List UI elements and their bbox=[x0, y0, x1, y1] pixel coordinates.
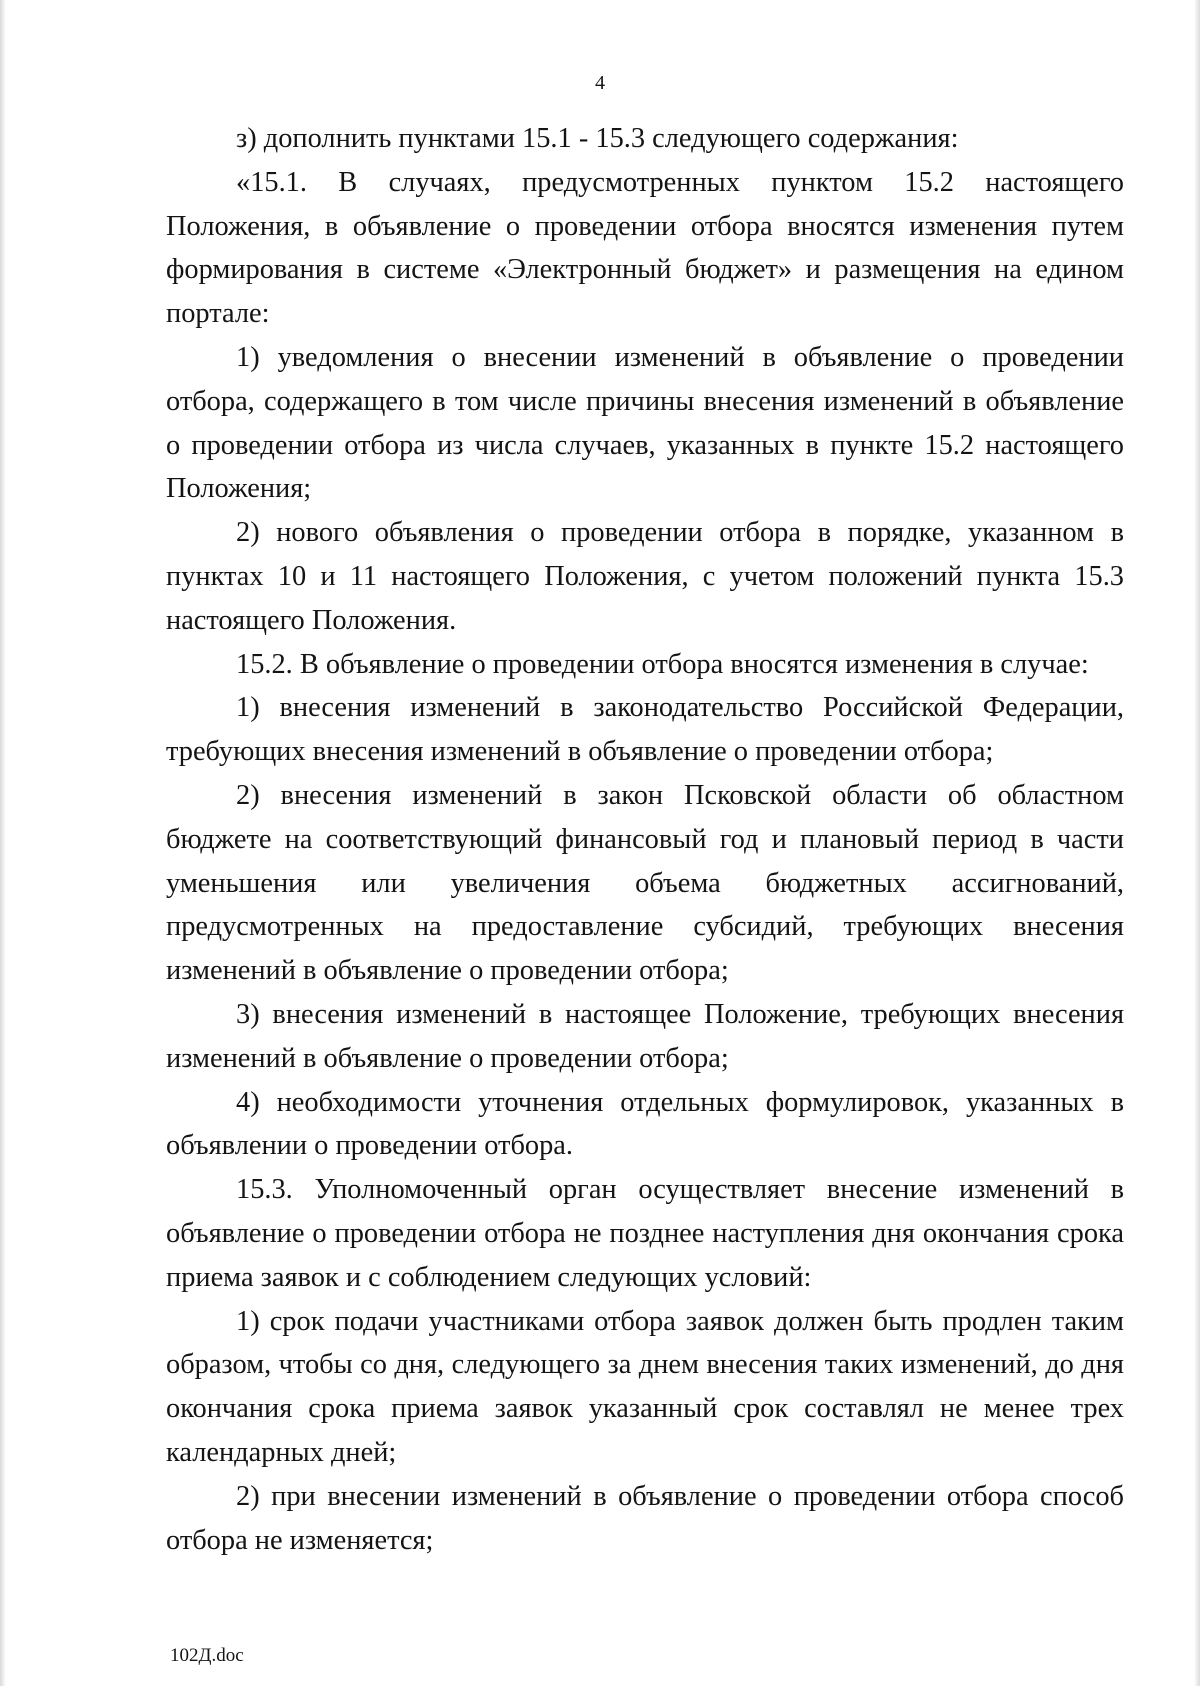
page-number bbox=[0, 72, 1200, 95]
scan-edge-left bbox=[0, 0, 6, 1686]
paragraph-15-2-item-2: 2) внесения изменений в закон Псковской области об областном бюджете на соответствующий финансовый год и плановый период в части уменьшения или увеличения объема бюджетных ассигнований, предусмотренных на предоставление субсидий, требующих внесения изменений в объявление о проведении отбора; bbox=[166, 779, 1124, 987]
paragraph-15-1-item-1: 1) уведомления о внесении изменений в объявление о проведении отбора, содержащего в том числе причины внесения изменений в объявление о проведении отбора из числа случаев, указанных в пункте 15.2 настоящего Положения; bbox=[166, 341, 1124, 505]
footer-filename: 102Д.doc bbox=[170, 1645, 244, 1666]
paragraph-15-2: 15.2. В объявление о проведении отбора вносятся изменения в случае: bbox=[236, 648, 1089, 680]
paragraph-15-2-item-3: 3) внесения изменений в настоящее Положение, требующих внесения изменений в объявление о проведении отбора; bbox=[166, 998, 1124, 1074]
paragraph-15-2-item-4: 4) необходимости уточнения отдельных формулировок, указанных в объявлении о проведении отбора. bbox=[166, 1086, 1124, 1162]
page-number-text: 4 bbox=[595, 72, 605, 94]
document-body bbox=[166, 117, 1124, 1562]
paragraph-intro: з) дополнить пунктами 15.1 - 15.3 следующего содержания: bbox=[236, 123, 959, 154]
paragraph-15-1-item-2: 2) нового объявления о проведении отбора в порядке, указанном в пунктах 10 и 11 настоящего Положения, с учетом положений пункта 15.3 настоящего Положения. bbox=[166, 517, 1124, 636]
paragraph-15-3: 15.3. Уполномоченный орган осуществляет внесение изменений в объявление о проведении отбора не позднее наступления дня окончания срока приема заявок и с соблюдением следующих условий: bbox=[166, 1174, 1124, 1293]
paragraph-15-3-item-2: 2) при внесении изменений в объявление о проведении отбора способ отбора не изменяется; bbox=[166, 1480, 1124, 1556]
scan-edge-right bbox=[1194, 0, 1200, 1686]
paragraph-15-2-item-1: 1) внесения изменений в законодательство Российской Федерации, требующих внесения изменений в объявление о проведении отбора; bbox=[166, 692, 1124, 768]
paragraph-15-3-item-1: 1) срок подачи участниками отбора заявок должен быть продлен таким образом, чтобы со дня, следующего за днем внесения таких изменений, до дня окончания срока приема заявок указанный срок составлял не менее трех календарных дней; bbox=[166, 1305, 1124, 1468]
paragraph-15-1: «15.1. В случаях, предусмотренных пунктом 15.2 настоящего Положения, в объявление о проведении отбора вносятся изменения путем формирования в системе «Электронный бюджет» и размещения на едином портале: bbox=[166, 166, 1124, 330]
